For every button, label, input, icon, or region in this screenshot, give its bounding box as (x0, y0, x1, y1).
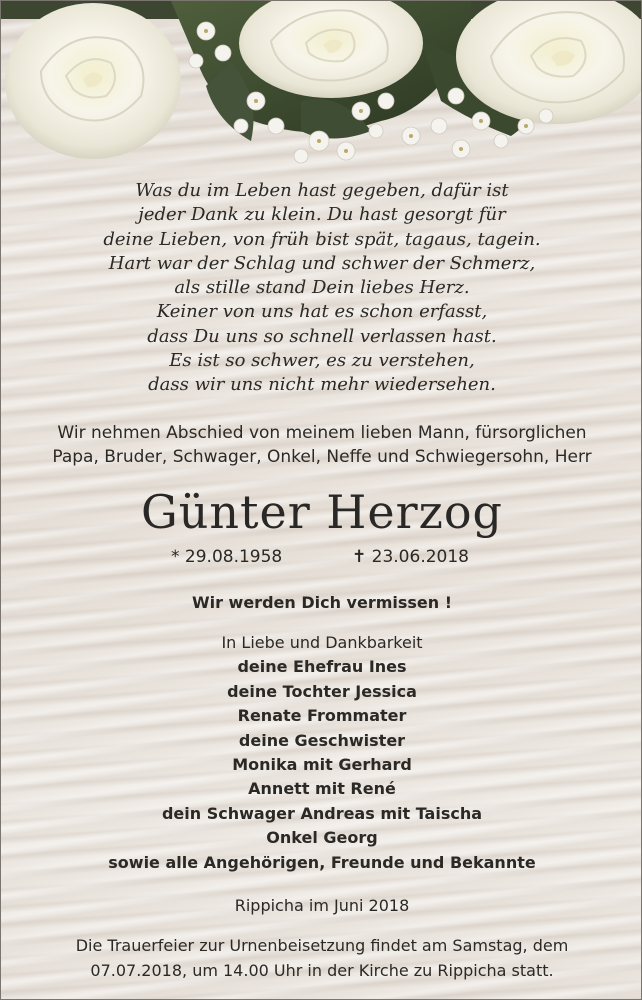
funeral-notice (1, 933, 642, 983)
verse-line: deine Lieben, von früh bist spät, tagaus, tagein. (103, 228, 541, 250)
verse-line: jeder Dank zu klein. Du hast gesorgt für (138, 204, 506, 226)
mourners-heading: In Liebe und Dankbarkeit (221, 633, 423, 652)
mourner-name: Monika mit Gerhard (232, 755, 412, 775)
life-dates (1, 545, 642, 571)
funeral-line: Die Trauerfeier zur Urnenbeisetzung findet am Samstag, dem (75, 936, 569, 955)
miss-line: Wir werden Dich vermissen ! (191, 593, 453, 612)
mourner-name: deine Tochter Jessica (227, 681, 417, 701)
mourner-name: deine Ehefrau Ines (237, 657, 407, 677)
white-roses-flowers-image (1, 1, 642, 166)
intro-line: Wir nehmen Abschied von meinem lieben Mann, fürsorglichen (57, 423, 587, 443)
memorial-verse (1, 179, 642, 398)
mourner-name: sowie alle Angehörigen, Freunde und Bekannte (108, 852, 536, 872)
deceased-name: Günter Herzog (140, 485, 504, 539)
farewell-intro (1, 421, 642, 469)
birth-date: * 29.08.1958 (171, 547, 283, 567)
place-date: Rippicha im Juni 2018 (234, 896, 410, 915)
mourner-name: dein Schwager Andreas mit Taischa (161, 803, 483, 823)
mourner-name: Onkel Georg (266, 828, 378, 848)
death-date: ✝ 23.06.2018 (352, 547, 469, 567)
verse-line: dass Du uns so schnell verlassen hast. (147, 325, 497, 347)
mourners-list (1, 631, 642, 875)
mourner-name: Annett mit René (248, 779, 396, 799)
verse-line: Was du im Leben hast gegeben, dafür ist (135, 180, 509, 201)
intro-line: Papa, Bruder, Schwager, Onkel, Neffe und Schwiegersohn, Herr (52, 447, 592, 467)
mourner-name: Renate Frommater (237, 706, 407, 726)
verse-line: als stille stand Dein liebes Herz. (174, 277, 470, 299)
verse-line: Hart war der Schlag und schwer der Schmerz, (108, 252, 536, 274)
funeral-line: 07.07.2018, um 14.00 Uhr in der Kirche zu Rippicha statt. (90, 961, 554, 980)
verse-line: Es ist so schwer, es zu verstehen, (169, 350, 475, 372)
verse-line: dass wir uns nicht mehr wiedersehen. (148, 374, 496, 396)
mourner-name: deine Geschwister (238, 730, 406, 750)
verse-line: Keiner von uns hat es schon erfasst, (156, 301, 488, 323)
